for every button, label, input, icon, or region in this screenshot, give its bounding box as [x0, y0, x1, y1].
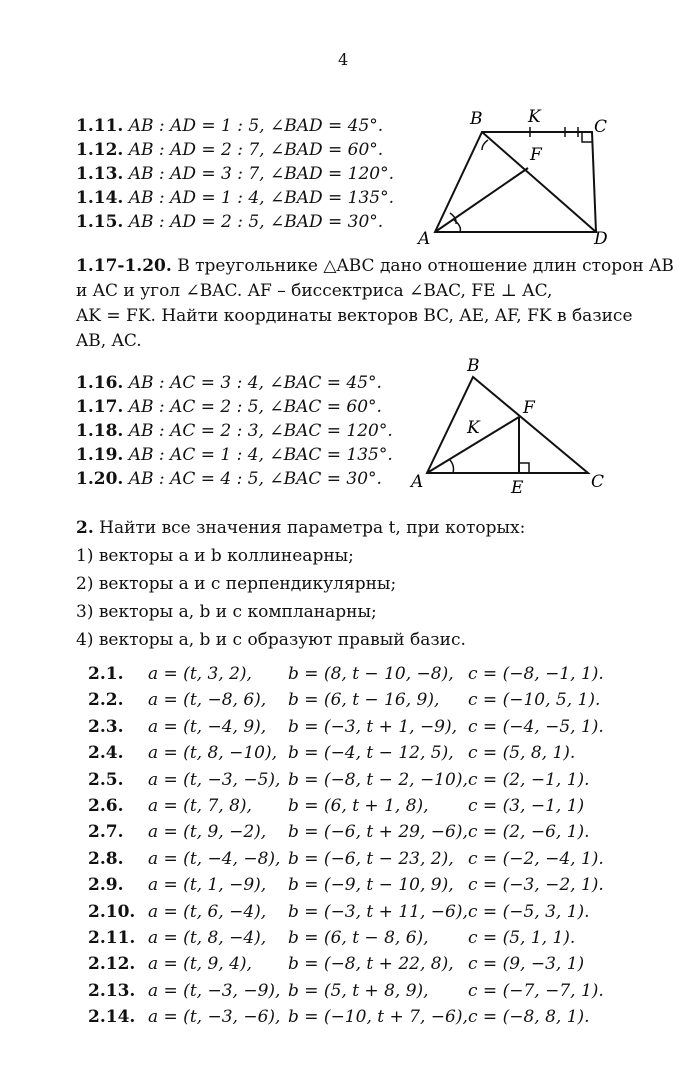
vector-c: c = (5, 1, 1).: [468, 928, 576, 948]
label-k: K: [528, 107, 541, 127]
label-f: F: [530, 145, 542, 165]
vector-c: c = (−8, 8, 1).: [468, 1007, 590, 1027]
vector-c: c = (2, −1, 1).: [468, 770, 590, 790]
vector-c: c = (−4, −5, 1).: [468, 717, 604, 737]
list-item: 1.13. AB : AD = 3 : 7, ∠BAD = 120°.: [76, 164, 395, 184]
figure-parallelogram: [410, 100, 630, 250]
vector-c: c = (5, 8, 1).: [468, 743, 576, 763]
vector-b: b = (−4, t − 12, 5),: [288, 743, 454, 763]
row-number: 2.6.: [88, 796, 124, 816]
vector-a: a = (t, 8, −4),: [148, 928, 267, 948]
vector-a: a = (t, 9, 4),: [148, 954, 252, 974]
vector-a: a = (t, 6, −4),: [148, 902, 267, 922]
vector-b: b = (6, t − 8, 6),: [288, 928, 429, 948]
vector-b: b = (−6, t − 23, 2),: [288, 849, 454, 869]
vector-b: b = (−3, t + 1, −9),: [288, 717, 458, 737]
vector-a: a = (t, −3, −5),: [148, 770, 281, 790]
row-number: 2.12.: [88, 954, 136, 974]
vector-c: c = (2, −6, 1).: [468, 822, 590, 842]
figure-outline: [435, 132, 596, 232]
vector-a: a = (t, 8, −10),: [148, 743, 277, 763]
row-number: 2.11.: [88, 928, 136, 948]
vector-b: b = (−6, t + 29, −6),: [288, 822, 468, 842]
row-number: 2.8.: [88, 849, 124, 869]
condition-4: 4) векторы a, b и c образуют правый базис.: [76, 630, 466, 650]
row-number: 2.2.: [88, 690, 124, 710]
vector-a: a = (t, 9, −2),: [148, 822, 267, 842]
label-b: B: [470, 109, 483, 129]
figure-triangle: [405, 355, 625, 505]
condition-1: 1) векторы a и b коллинеарны;: [76, 546, 354, 566]
row-number: 2.9.: [88, 875, 124, 895]
row-number: 2.13.: [88, 981, 136, 1001]
vector-c: c = (−2, −4, 1).: [468, 849, 604, 869]
vector-a: a = (t, −8, 6),: [148, 690, 267, 710]
vector-a: a = (t, −3, −9),: [148, 981, 281, 1001]
row-number: 2.14.: [88, 1007, 136, 1027]
list-item: 1.19. AB : AC = 1 : 4, ∠BAC = 135°.: [76, 445, 393, 465]
label-k: K: [467, 418, 480, 438]
condition-2: 2) векторы a и c перпендикулярны;: [76, 574, 397, 594]
list-item: 1.11. AB : AD = 1 : 5, ∠BAD = 45°.: [76, 116, 384, 136]
condition-3: 3) векторы a, b и c компланарны;: [76, 602, 377, 622]
label-b: B: [467, 356, 480, 376]
vector-a: a = (t, 3, 2),: [148, 664, 252, 684]
label-e: E: [511, 478, 524, 498]
list-item: 1.17. AB : AC = 2 : 5, ∠BAC = 60°.: [76, 397, 382, 417]
label-a: A: [411, 472, 424, 492]
label-a: A: [418, 229, 431, 249]
vector-c: c = (−3, −2, 1).: [468, 875, 604, 895]
block3-text: 2. Найти все значения параметра t, при которых: 1) векторы a и b коллинеарны; 2) векторы a и c перпендикулярны; 3) векторы a, b и c компланарны; 4) векторы a, b и c образуют правый базис.: [76, 516, 656, 653]
vector-a: a = (t, 7, 8),: [148, 796, 252, 816]
vector-b: b = (5, t + 8, 9),: [288, 981, 429, 1001]
vector-a: a = (t, −3, −6),: [148, 1007, 281, 1027]
label-c: C: [591, 472, 605, 492]
row-number: 2.10.: [88, 902, 136, 922]
vector-c: c = (−8, −1, 1).: [468, 664, 604, 684]
vector-b: b = (8, t − 10, −8),: [288, 664, 454, 684]
vector-c: c = (3, −1, 1): [468, 796, 585, 816]
row-number: 2.3.: [88, 717, 124, 737]
angle-arc: [454, 220, 460, 232]
vector-b: b = (−10, t + 7, −6),: [288, 1007, 468, 1027]
list-item: 1.18. AB : AC = 2 : 3, ∠BAC = 120°.: [76, 421, 393, 441]
list-item: 1.16. AB : AC = 3 : 4, ∠BAC = 45°.: [76, 373, 382, 393]
vector-c: c = (−5, 3, 1).: [468, 902, 590, 922]
label-d: D: [594, 229, 608, 249]
list-item: 1.14. AB : AD = 1 : 4, ∠BAD = 135°.: [76, 188, 395, 208]
row-number: 2.7.: [88, 822, 124, 842]
vector-b: b = (−3, t + 11, −6),: [288, 902, 468, 922]
list-item: 1.20. AB : AC = 4 : 5, ∠BAC = 30°.: [76, 469, 382, 489]
vector-c: c = (9, −3, 1): [468, 954, 585, 974]
vector-c: c = (−7, −7, 1).: [468, 981, 604, 1001]
vector-b: b = (6, t − 16, 9),: [288, 690, 440, 710]
label-c: C: [594, 117, 608, 137]
vector-a: a = (t, −4, 9),: [148, 717, 267, 737]
vector-a: a = (t, −4, −8),: [148, 849, 281, 869]
row-number: 2.1.: [88, 664, 124, 684]
page-number: 4: [338, 50, 349, 69]
vector-b: b = (−8, t − 2, −10),: [288, 770, 468, 790]
vector-a: a = (t, 1, −9),: [148, 875, 267, 895]
list-item: 1.15. AB : AD = 2 : 5, ∠BAD = 30°.: [76, 212, 384, 232]
list-item: 1.12. AB : AD = 2 : 7, ∠BAD = 60°.: [76, 140, 384, 160]
vector-b: b = (6, t + 1, 8),: [288, 796, 429, 816]
vector-b: b = (−9, t − 10, 9),: [288, 875, 454, 895]
vector-b: b = (−8, t + 22, 8),: [288, 954, 454, 974]
vector-c: c = (−10, 5, 1).: [468, 690, 601, 710]
row-number: 2.5.: [88, 770, 124, 790]
row-number: 2.4.: [88, 743, 124, 763]
block2-problem-text: 1.17-1.20. В треугольнике △ABC дано отношение длин сторон AB и AC и угол ∠BAC. AF – биссектриса ∠BAC, FE ⊥ AC, AK = FK. Найти координаты векторов BC, AE, AF, FK в базисе AB, AC.: [76, 256, 674, 351]
label-f: F: [523, 398, 535, 418]
